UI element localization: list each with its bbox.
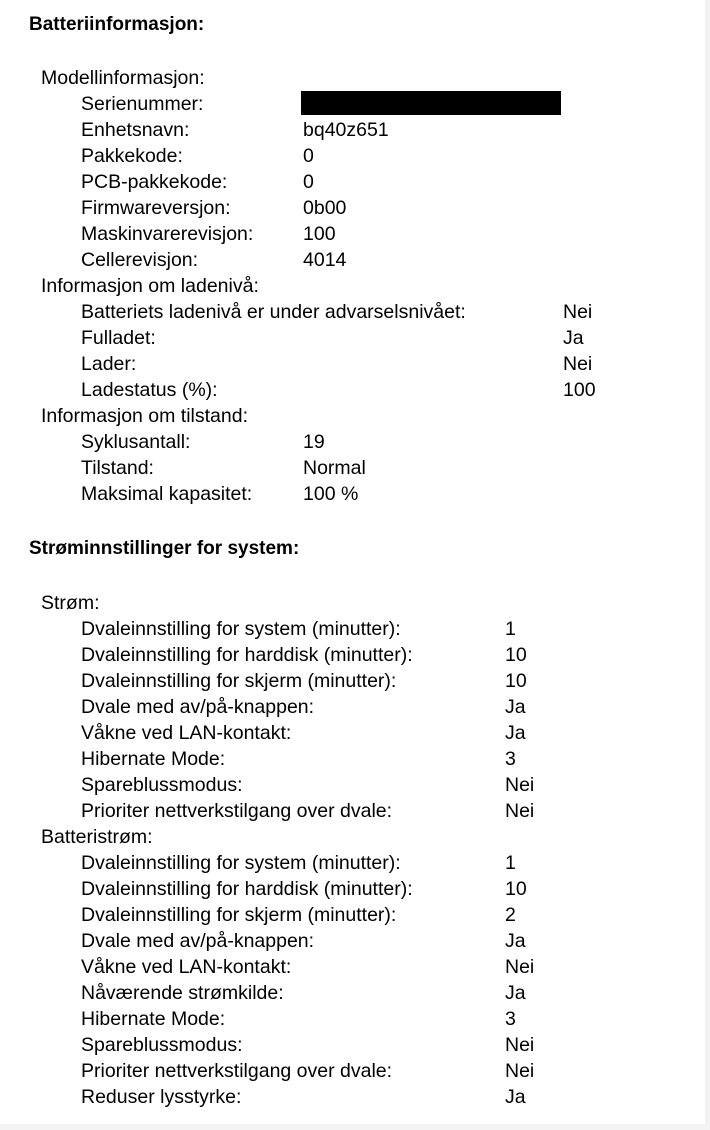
window-bottom-edge bbox=[0, 1124, 710, 1130]
info-row-device-name bbox=[0, 117, 705, 143]
setting-row-batt-current-power-source bbox=[0, 980, 705, 1006]
info-row-firmware-version bbox=[0, 195, 705, 221]
row-value: Ja bbox=[563, 327, 584, 349]
row-label: Dvaleinnstilling for system (minutter): bbox=[81, 618, 401, 640]
row-value: 2 bbox=[505, 904, 516, 926]
window-edge bbox=[705, 0, 710, 1130]
row-label: Dvale med av/på-knappen: bbox=[81, 930, 315, 952]
row-value: Ja bbox=[505, 722, 526, 744]
row-label: Syklusantall: bbox=[81, 431, 191, 453]
health-info-group-title: Informasjon om tilstand: bbox=[41, 405, 249, 427]
ac-power-group-title: Strøm: bbox=[41, 592, 100, 614]
row-label: Prioriter nettverkstilgang over dvale: bbox=[81, 800, 393, 822]
setting-row-ac-network-over-sleep bbox=[0, 798, 705, 824]
row-value: Nei bbox=[563, 301, 593, 323]
row-value: Nei bbox=[505, 774, 535, 796]
row-value: Nei bbox=[505, 1060, 535, 1082]
row-value: Nei bbox=[563, 353, 593, 375]
row-label: Ladestatus (%): bbox=[81, 379, 218, 401]
row-label: Hibernate Mode: bbox=[81, 1008, 226, 1030]
setting-row-ac-display-sleep bbox=[0, 668, 705, 694]
setting-row-batt-reduce-brightness bbox=[0, 1084, 705, 1110]
setting-row-batt-network-over-sleep bbox=[0, 1058, 705, 1084]
power-settings-heading: Strøminnstillinger for system: bbox=[29, 538, 300, 559]
row-label: Batteriets ladenivå er under advarselsnivået: bbox=[81, 301, 466, 323]
row-value: 4014 bbox=[303, 249, 347, 271]
row-value: Normal bbox=[303, 457, 366, 479]
row-label: PCB-pakkekode: bbox=[81, 171, 228, 193]
row-value: 10 bbox=[505, 670, 527, 692]
row-value: Nei bbox=[505, 1034, 535, 1056]
info-row-max-capacity bbox=[0, 481, 705, 507]
row-label: Dvaleinnstilling for harddisk (minutter): bbox=[81, 878, 413, 900]
row-label: Dvaleinnstilling for skjerm (minutter): bbox=[81, 670, 397, 692]
row-label: Maskinvarerevisjon: bbox=[81, 223, 254, 245]
setting-row-ac-disk-sleep bbox=[0, 642, 705, 668]
row-label: Lader: bbox=[81, 353, 137, 375]
setting-row-batt-display-sleep bbox=[0, 902, 705, 928]
row-label: Spareblussmodus: bbox=[81, 1034, 243, 1056]
setting-row-ac-low-power-mode bbox=[0, 772, 705, 798]
info-row-condition bbox=[0, 455, 705, 481]
charge-info-group-title: Informasjon om ladenivå: bbox=[41, 275, 259, 297]
row-value: bq40z651 bbox=[303, 119, 389, 141]
row-value: 19 bbox=[303, 431, 325, 453]
row-label: Dvaleinnstilling for harddisk (minutter): bbox=[81, 644, 413, 666]
info-row-hardware-revision bbox=[0, 221, 705, 247]
row-value: 0b00 bbox=[303, 197, 347, 219]
row-label: Firmwareversjon: bbox=[81, 197, 231, 219]
row-label: Dvaleinnstilling for system (minutter): bbox=[81, 852, 401, 874]
info-row-cell-revision bbox=[0, 247, 705, 273]
row-label: Serienummer: bbox=[81, 93, 204, 115]
serial-number-redaction bbox=[301, 91, 561, 115]
row-value: 10 bbox=[505, 878, 527, 900]
row-label: Enhetsnavn: bbox=[81, 119, 190, 141]
row-label: Nåværende strømkilde: bbox=[81, 982, 284, 1004]
info-row-pcb-pack-code bbox=[0, 169, 705, 195]
row-value: Ja bbox=[505, 696, 526, 718]
row-value: Nei bbox=[505, 800, 535, 822]
battery-info-heading: Batteriinformasjon: bbox=[29, 14, 205, 35]
info-row-charge-status bbox=[0, 377, 705, 403]
row-label: Hibernate Mode: bbox=[81, 748, 226, 770]
setting-row-batt-hibernate-mode bbox=[0, 1006, 705, 1032]
row-value: 100 % bbox=[303, 483, 359, 505]
row-label: Våkne ved LAN-kontakt: bbox=[81, 956, 292, 978]
setting-row-batt-disk-sleep bbox=[0, 876, 705, 902]
row-value: 0 bbox=[303, 171, 314, 193]
row-value: 3 bbox=[505, 748, 516, 770]
row-label: Spareblussmodus: bbox=[81, 774, 243, 796]
setting-row-ac-system-sleep bbox=[0, 616, 705, 642]
row-value: 1 bbox=[505, 618, 516, 640]
info-row-below-warning-level bbox=[0, 299, 705, 325]
row-value: 0 bbox=[303, 145, 314, 167]
setting-row-batt-wake-on-lan bbox=[0, 954, 705, 980]
info-row-fully-charged bbox=[0, 325, 705, 351]
info-row-pack-code bbox=[0, 143, 705, 169]
model-info-group-title: Modellinformasjon: bbox=[41, 67, 205, 89]
setting-row-ac-hibernate-mode bbox=[0, 746, 705, 772]
row-value: Ja bbox=[505, 930, 526, 952]
row-value: 10 bbox=[505, 644, 527, 666]
row-value: Ja bbox=[505, 1086, 526, 1108]
row-value: Nei bbox=[505, 956, 535, 978]
row-label: Dvale med av/på-knappen: bbox=[81, 696, 315, 718]
row-value: 3 bbox=[505, 1008, 516, 1030]
row-label: Prioriter nettverkstilgang over dvale: bbox=[81, 1060, 393, 1082]
row-value: 100 bbox=[303, 223, 336, 245]
row-label: Reduser lysstyrke: bbox=[81, 1086, 242, 1108]
battery-power-group-title: Batteristrøm: bbox=[41, 826, 153, 848]
row-value: 100 bbox=[563, 379, 596, 401]
info-row-cycle-count bbox=[0, 429, 705, 455]
setting-row-batt-low-power-mode bbox=[0, 1032, 705, 1058]
row-label: Maksimal kapasitet: bbox=[81, 483, 253, 505]
row-label: Fulladet: bbox=[81, 327, 156, 349]
row-label: Dvaleinnstilling for skjerm (minutter): bbox=[81, 904, 397, 926]
row-label: Pakkekode: bbox=[81, 145, 183, 167]
row-value: 1 bbox=[505, 852, 516, 874]
row-label: Tilstand: bbox=[81, 457, 154, 479]
setting-row-ac-power-button-sleep bbox=[0, 694, 705, 720]
row-label: Cellerevisjon: bbox=[81, 249, 199, 271]
info-row-charging bbox=[0, 351, 705, 377]
setting-row-batt-power-button-sleep bbox=[0, 928, 705, 954]
setting-row-batt-system-sleep bbox=[0, 850, 705, 876]
row-value: Ja bbox=[505, 982, 526, 1004]
setting-row-ac-wake-on-lan bbox=[0, 720, 705, 746]
row-label: Våkne ved LAN-kontakt: bbox=[81, 722, 292, 744]
